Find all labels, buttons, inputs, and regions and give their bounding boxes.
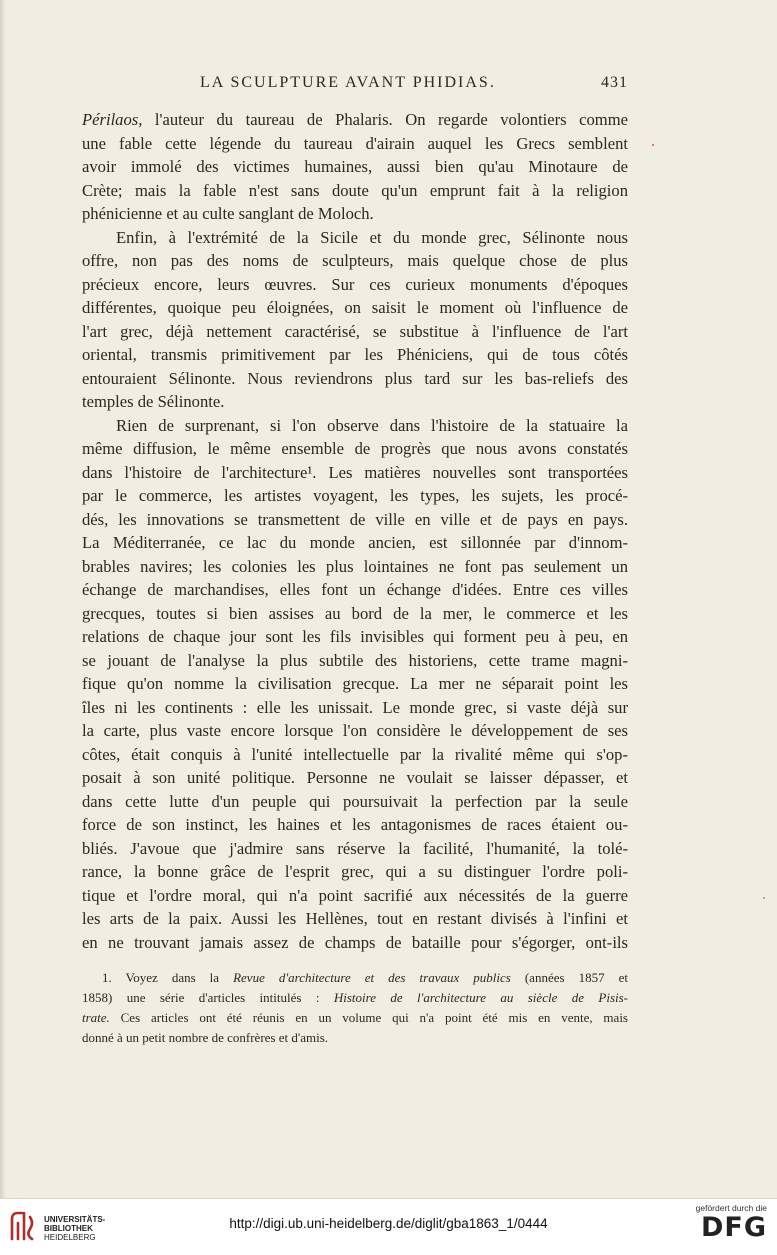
body-text	[82, 108, 628, 954]
funder-logo[interactable]	[687, 1203, 767, 1243]
text-line: une fable cette légende du taureau d'airain auquel les Grecs semblent	[82, 133, 628, 153]
text-line: brables navires; les colonies les plus lointaines ne font pas seulement un	[82, 556, 628, 576]
text-line: La Méditerranée, ce lac du monde ancien, est sillonnée par d'innom-	[82, 533, 628, 552]
text-line: en ne trouvant jamais assez de champs de bataille pour s'égorger, ont-ils	[82, 932, 628, 952]
text-line: bliés. J'avoue que j'admire sans réserve la facilité, l'humanité, la tolé-	[82, 838, 628, 858]
viewer-footer	[0, 1198, 777, 1255]
text-line: l'art grec, déjà nettement caractérisé, se substitue à l'influence de l'art	[82, 321, 628, 341]
text-line: Crète; mais la fable n'est sans doute qu'un emprunt fait à la religion	[82, 180, 628, 200]
text-line: temples de Sélinonte.	[82, 392, 225, 411]
text-line: dans l'histoire de l'architecture¹. Les matières nouvelles sont transportées	[82, 462, 628, 482]
footnote-line: 1. Voyez dans la Revue d'architecture et des travaux publics (années 1857 et	[102, 970, 628, 985]
text-line: Enfin, à l'extrémité de la Sicile et du monde grec, Sélinonte nous	[116, 227, 628, 247]
paper-fleck	[763, 897, 765, 899]
footnote	[82, 968, 628, 1048]
text-line: même diffusion, le même ensemble de progrès que nous avons constatés	[82, 439, 628, 458]
page-gutter-shadow	[0, 0, 6, 1198]
footnote-line: 1858) une série d'articles intitulés : Histoire de l'architecture au siècle de Pisis-	[82, 990, 628, 1005]
text-line: rance, la bonne grâce de l'esprit grec, qui a su distinguer l'ordre poli-	[82, 862, 628, 881]
running-head	[82, 74, 628, 96]
permalink-url[interactable]: http://digi.ub.uni-heidelberg.de/diglit/gba1863_1/0444	[229, 1216, 548, 1231]
text-line: dans cette lutte d'un peuple qui poursuivait la perfection par la seule	[82, 791, 628, 811]
text-line: posait à son unité politique. Personne ne voulait se laisser dépasser, et	[82, 768, 628, 787]
text-line: la carte, plus vaste encore lorsque l'on considère le développement de ses	[82, 721, 628, 740]
text-line: se jouant de l'analyse la plus subtile des historiens, cette trame magni-	[82, 650, 628, 670]
text-line: îles ni les continents : elle les unissait. Le monde grec, si vaste déjà sur	[82, 697, 628, 717]
text-line: dés, les innovations se transmettent de ville en ville et de pays en pays.	[82, 509, 628, 529]
text-line: avoir immolé des victimes humaines, aussi bien qu'au Minotaure de	[82, 157, 628, 176]
library-name: UNIVERSITÄTS- BIBLIOTHEK HEIDELBERG	[44, 1215, 106, 1242]
text-line: force de son instinct, les haines et les antagonismes de races étaient ou-	[82, 815, 628, 834]
text-line: précieux encore, leurs œuvres. Sur ces curieux monuments d'époques	[82, 274, 628, 294]
text-line: phénicienne et au culte sanglant de Moloch.	[82, 204, 374, 223]
running-title: LA SCULPTURE AVANT PHIDIAS.	[200, 74, 496, 91]
footnote-line: donné à un petit nombre de confrères et d'amis.	[82, 1030, 329, 1045]
text-line: différentes, quoique peu éloignées, on saisit le moment où l'influence de	[82, 298, 628, 317]
text-line: tique et l'ordre moral, qui n'a point sacrifié aux nécessités de la guerre	[82, 885, 628, 905]
text-line: par le commerce, les artistes voyagent, les types, les sujets, les procé-	[82, 486, 628, 505]
footnote-line: trate. Ces articles ont été réunis en un volume qui n'a point été mis en vente, mais	[82, 1010, 628, 1025]
text-line: fique qu'on nomme la civilisation grecque. La mer ne séparait point les	[82, 674, 628, 693]
text-line: Rien de surprenant, si l'on observe dans l'histoire de la statuaire la	[116, 415, 628, 435]
text-line: offre, non pas des noms de sculpteurs, mais quelque chose de plus	[82, 251, 628, 270]
text-line: côtes, était conquis à l'unité intellectuelle par la rivalité même qui s'op-	[82, 744, 628, 764]
page-number: 431	[601, 74, 628, 91]
funding-text: gefördert durch die	[695, 1203, 767, 1213]
text-line: échange de marchandises, elles font un échange d'idées. Entre ces villes	[82, 580, 628, 599]
dfg-wordmark: DFG	[700, 1212, 767, 1243]
text-line: les arts de la paix. Aussi les Hellènes, tout en restant divisés à l'infini et	[82, 909, 628, 928]
text-line: grecques, toutes si bien assises au bord de la mer, le commerce et les	[82, 603, 628, 623]
text-line: entouraient Sélinonte. Nous reviendrons plus tard sur les bas-reliefs des	[82, 368, 628, 388]
text-line: relations de chaque jour sont les fils invisibles qui forment peu à peu, en	[82, 627, 628, 646]
paper-fleck	[652, 144, 654, 146]
text-line: Périlaos, l'auteur du taureau de Phalaris. On regarde volontiers comme	[82, 110, 628, 129]
text-line: oriental, transmis primitivement par les Phéniciens, qui de tous côtés	[82, 345, 628, 364]
